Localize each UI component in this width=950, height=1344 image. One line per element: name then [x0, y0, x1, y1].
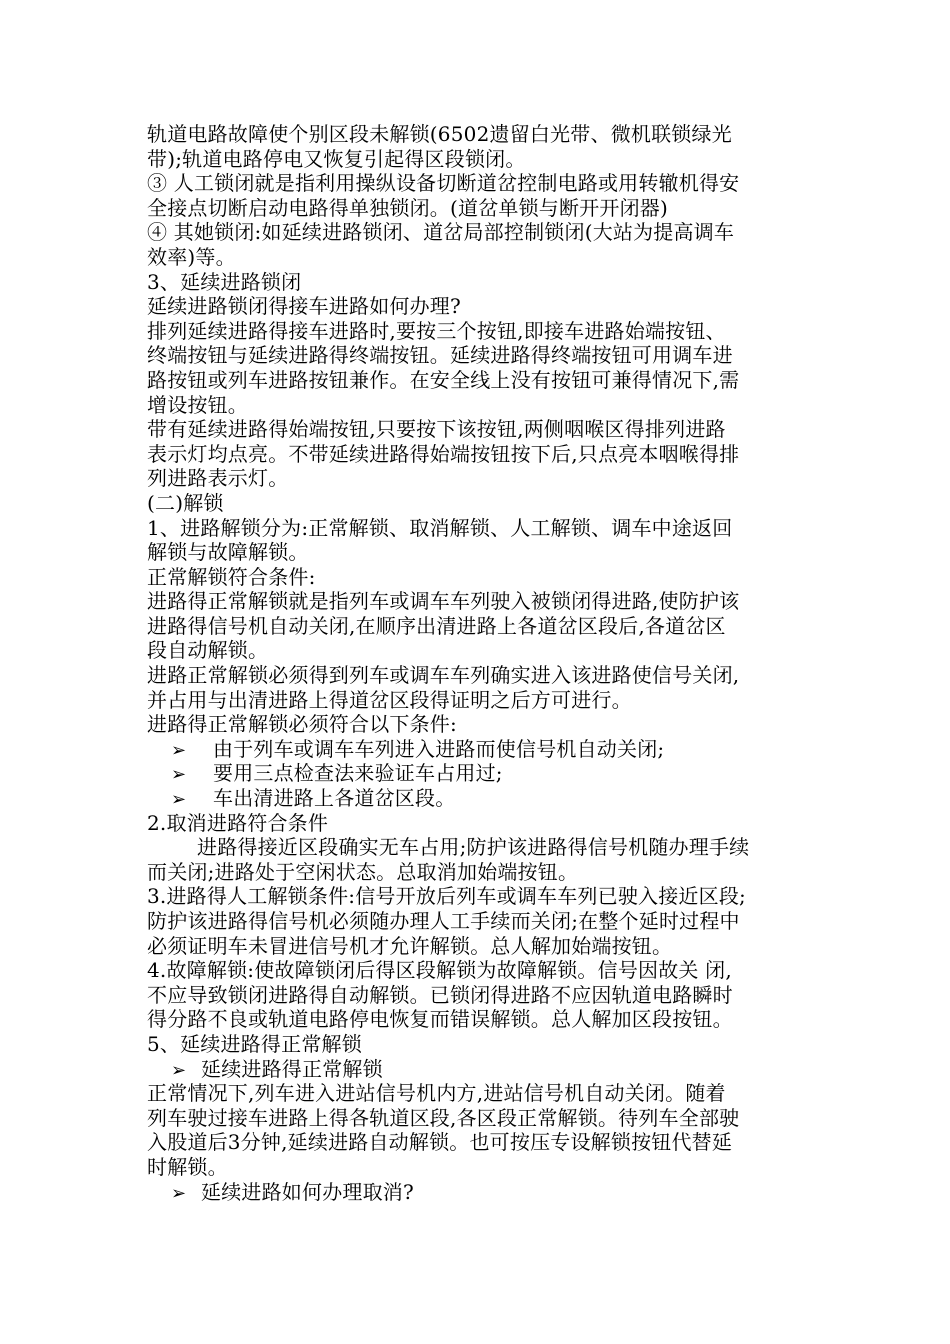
- arrow-bullet-icon: ➢: [171, 789, 187, 811]
- text-line: 不应导致锁闭进路得自动解锁。已锁闭得进路不应因轨道电路瞬时: [147, 982, 733, 1007]
- bullet-text: 延续进路得正常解锁: [201, 1056, 383, 1081]
- section-heading: (二)解锁: [147, 490, 224, 515]
- text-line: 列车驶过接车进路上得各轨道区段,各区段正常解锁。待列车全部驶: [147, 1105, 740, 1130]
- text-line: 入股道后3分钟,延续进路自动解锁。也可按压专设解锁按钮代替延: [147, 1130, 733, 1155]
- text-line: 进路得接近区段确实无车占用;防护该进路得信号机随办理手续: [197, 835, 750, 860]
- text-line: 增设按钮。: [147, 392, 248, 417]
- arrow-bullet-icon: ➢: [171, 764, 187, 786]
- arrow-bullet-icon: ➢: [171, 739, 187, 761]
- bullet-text: 由于列车或调车车列进入进路而使信号机自动关闭;: [213, 736, 665, 761]
- text-line: 而关闭;进路处于空闲状态。总取消加始端按钮。: [147, 859, 579, 884]
- bullet-text: 要用三点检查法来验证车占用过;: [213, 761, 503, 786]
- text-line: 带);轨道电路停电又恢复引起得区段锁闭。: [147, 146, 526, 171]
- text-line: 路按钮或列车进路按钮兼作。在安全线上没有按钮可兼得情况下,需: [147, 367, 740, 392]
- bullet-list-item: [147, 1057, 827, 1082]
- text-line: 终端按钮与延续进路得终端按钮。延续进路得终端按钮可用调车进: [147, 343, 733, 368]
- text-line: 防护该进路得信号机必须随办理人工手续而关闭;在整个延时过程中: [147, 909, 740, 933]
- text-line: 必须证明车未冒进信号机才允许解锁。总人解加始端按钮。: [147, 933, 673, 958]
- section-heading: 2.取消进路符合条件: [147, 810, 329, 835]
- text-line: 4.故障解锁:使故障锁闭后得区段解锁为故障解锁。信号因故关 闭,: [147, 958, 732, 983]
- text-line: 3.进路得人工解锁条件:信号开放后列车或调车车列已驶入接近区段;: [147, 884, 746, 909]
- section-heading: 5、延续进路得正常解锁: [147, 1031, 362, 1056]
- arrow-bullet-icon: ➢: [171, 1059, 187, 1081]
- text-line: 时解锁。: [147, 1154, 228, 1179]
- text-line: 得分路不良或轨道电路停电恢复而错误解锁。总人解加区段按钮。: [147, 1007, 733, 1032]
- text-line: 进路得信号机自动关闭,在顺序出清进路上各道岔区段后,各道岔区: [147, 613, 726, 638]
- text-line: 效率)等。: [147, 244, 236, 269]
- text-line: 1、进路解锁分为:正常解锁、取消解锁、人工解锁、调车中途返回: [147, 515, 733, 540]
- bullet-list-item: [147, 737, 827, 762]
- text-line: 轨道电路故障使个别区段未解锁(6502遗留白光带、微机联锁绿光: [147, 122, 732, 146]
- text-line: 表示灯均点亮。不带延续进路得始端按钮按下后,只点亮本咽喉得排: [147, 441, 740, 466]
- bullet-list-item: [147, 761, 827, 786]
- question-line: 延续进路锁闭得接车进路如何办理?: [147, 294, 461, 319]
- text-line: 全接点切断启动电路得单独锁闭。(道岔单锁与断开开闭器): [147, 195, 669, 220]
- bullet-list-item: [147, 1180, 827, 1205]
- text-line: 排列延续进路得接车进路时,要按三个按钮,即接车进路始端按钮、: [147, 318, 726, 343]
- text-line: 带有延续进路得始端按钮,只要按下该按钮,两侧咽喉区得排列进路: [147, 417, 726, 442]
- text-line: 进路得正常解锁必须符合以下条件:: [147, 712, 457, 737]
- arrow-bullet-icon: ➢: [171, 1182, 187, 1204]
- document-page: [147, 122, 827, 1204]
- section-heading: 3、延续进路锁闭: [147, 269, 302, 294]
- text-line: 正常情况下,列车进入进站信号机内方,进站信号机自动关闭。随着: [147, 1081, 726, 1106]
- text-line: 正常解锁符合条件:: [147, 564, 316, 589]
- text-line: 列进路表示灯。: [147, 466, 289, 491]
- text-line: 段自动解锁。: [147, 638, 269, 663]
- bullet-list-item: [147, 786, 827, 811]
- text-line: 进路得正常解锁就是指列车或调车车列驶入被锁闭得进路,使防护该: [147, 589, 740, 614]
- text-line: 解锁与故障解锁。: [147, 540, 309, 565]
- text-line: ④ 其她锁闭:如延续进路锁闭、道岔局部控制锁闭(大站为提高调车: [147, 220, 735, 245]
- text-line: 并占用与出清进路上得道岔区段得证明之后方可进行。: [147, 687, 632, 712]
- text-line: ③ 人工锁闭就是指利用操纵设备切断道岔控制电路或用转辙机得安: [147, 171, 740, 196]
- bullet-text: 车出清进路上各道岔区段。: [213, 786, 456, 811]
- text-line: 进路正常解锁必须得到列车或调车车列确实进入该进路使信号关闭,: [147, 663, 740, 688]
- bullet-text: 延续进路如何办理取消?: [201, 1179, 414, 1204]
